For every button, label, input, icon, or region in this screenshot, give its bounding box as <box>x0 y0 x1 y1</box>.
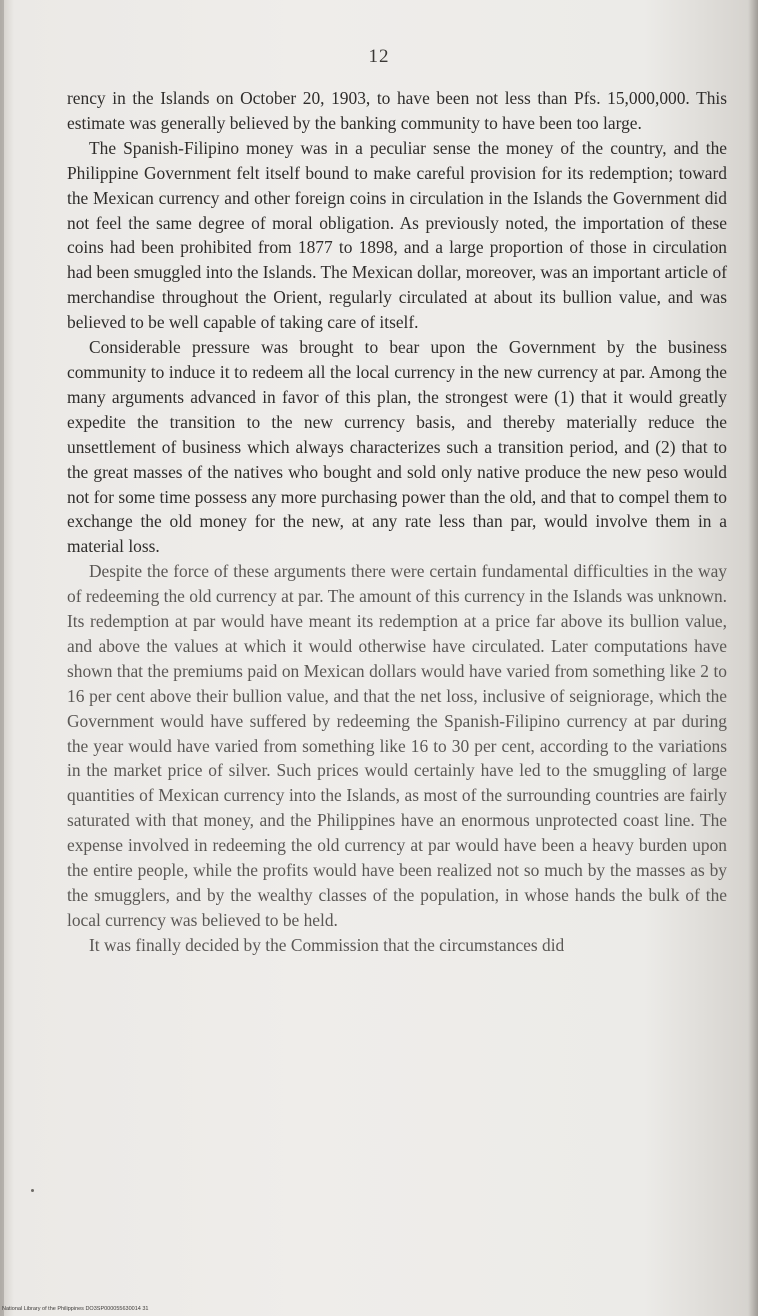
paragraph-commission-decision: It was finally decided by the Commission that the circumstances did <box>89 934 565 955</box>
page-number: 12 <box>368 46 390 67</box>
paragraph-spanish-filipino-money: The Spanish-Filipino money was in a peculiar sense the money of the country, and the Philippine Government felt itself bound to make careful provision for its redemption; toward the Mexican currency and other foreign coins in circulation in the Islands the Government did not feel the same degree of moral obligation. As previously noted, the importation of these coins had been prohibited from 1877 to 1898, and a large proportion of those in circulation had been smuggled into the Islands. The Mexican dollar, moreover, was an important article of merchandise throughout the Orient, regularly circulated at about its bullion value, and was believed to be well capable of taking care of itself. <box>67 137 727 333</box>
paragraph-business-pressure: Considerable pressure was brought to bear upon the Government by the business community to induce it to redeem all the local currency in the new currency at par. Among the many arguments advanced in favor of this plan, the strongest were (1) that it would greatly expedite the transition to the new currency basis, and thereby materially reduce the unsettlement of business which always characterizes such a transition period, and (2) that to the great masses of the natives who bought and sold only native produce the new peso would not for some time possess any more purchasing power than the old, and that to compel them to exchange the old money for the new, at any rate less than par, would involve them in a material loss. <box>67 337 727 557</box>
paragraph-continuation: rency in the Islands on October 20, 1903, to have been not less than Pfs. 15,000,000. This estimate was generally believed by the banking community to have been too large. <box>67 88 727 133</box>
body-text <box>67 86 727 958</box>
scan-credit-footer: National Library of the Philippines DO3SP000055630014 31 <box>2 1306 149 1312</box>
scan-speck <box>31 1189 34 1192</box>
page-left-edge-shadow <box>0 0 4 1316</box>
page-right-edge-shadow <box>748 0 758 1316</box>
paragraph-fundamental-difficulties: Despite the force of these arguments there were certain fundamental difficulties in the way of redeeming the old currency at par. The amount of this currency in the Islands was unknown. Its redemption at par would have meant its redemption at a price far above its bullion value, and above the values at which it would otherwise have circulated. Later computations have shown that the premiums paid on Mexican dollars would have varied from something like 2 to 16 per cent above their bullion value, and that the net loss, inclusive of seigniorage, which the Government would have suffered by redeeming the Spanish-Filipino currency at par during the year would have varied from something like 16 to 30 per cent, according to the variations in the market price of silver. Such prices would certainly have led to the smuggling of large quantities of Mexican currency into the Islands, as most of the surrounding countries are fairly saturated with that money, and the Philippines have an enormous unprotected coast line. The expense involved in redeeming the old currency at par would have been a heavy burden upon the entire people, while the profits would have been realized not so much by the masses as by the smugglers, and by the wealthy classes of the population, in whose hands the bulk of the local currency was believed to be held. <box>67 561 727 930</box>
